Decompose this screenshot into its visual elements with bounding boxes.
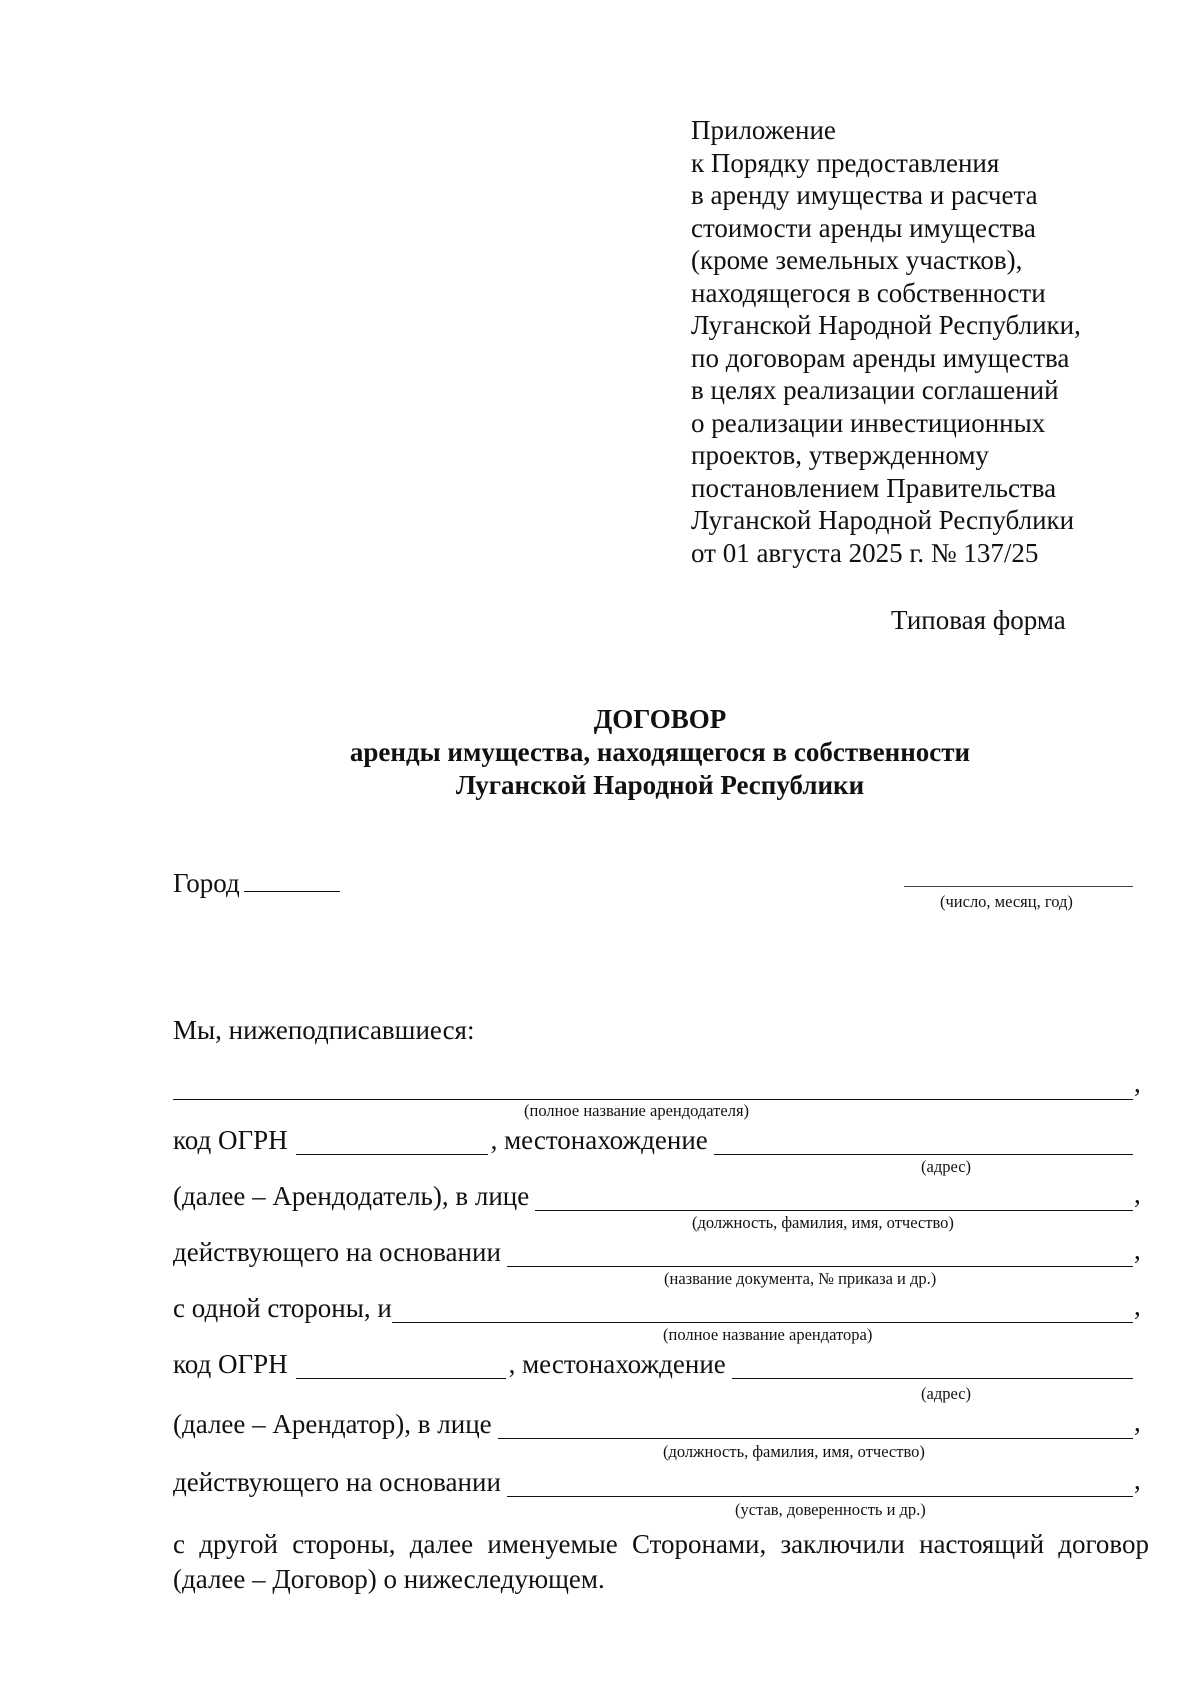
lessor-basis-caption: (название документа, № приказа и др.) [664,1269,937,1288]
appendix-line: стоимости аренды имущества [691,212,1036,243]
lessee-name-row [173,1293,1133,1323]
lessee-ogrn-blank[interactable] [296,1356,506,1379]
lessee-address-blank[interactable] [732,1356,1133,1379]
closing-line-1: с другой стороны, далее именуемые Сторонами, заключили настоящий договор [173,1529,1149,1559]
appendix-line: к Порядку предоставления [691,147,1000,178]
appendix-line: проектов, утвержденному [691,440,989,470]
city-blank[interactable] [244,869,340,892]
row-comma: , [1134,1235,1141,1265]
appendix-line: в аренду имущества и расчета [691,180,1038,210]
appendix-line: Луганской Народной Республики, [691,310,1081,340]
lessor-basis-blank[interactable] [507,1244,1133,1267]
basis-label: действующего на основании [173,1237,501,1267]
lessee-rep-row [173,1409,1133,1439]
lessor-ogrn-blank[interactable] [296,1132,488,1155]
contract-subtitle-line-2: Луганской Народной Республики [455,770,865,800]
lessee-rep-blank[interactable] [498,1416,1133,1439]
location-label: , местонахождение [490,1125,708,1155]
appendix-line: от 01 августа 2025 г. № 137/25 [691,537,1039,568]
appendix-note [691,114,1161,569]
lessor-rep-caption: (должность, фамилия, имя, отчество) [692,1213,954,1232]
location-label: , местонахождение [508,1349,726,1379]
lessee-rep-caption: (должность, фамилия, имя, отчество) [663,1442,925,1461]
basis-label: действующего на основании [173,1467,501,1497]
lessee-name-blank[interactable] [392,1300,1133,1323]
intro-text: Мы, нижеподписавшиеся: [173,1015,475,1045]
row-comma: , [1134,1068,1141,1098]
lessee-name-caption: (полное название арендатора) [663,1325,873,1344]
lessee-basis-blank[interactable] [507,1474,1133,1497]
contract-title: ДОГОВОР [593,704,727,734]
city-field [173,867,340,899]
lessee-basis-caption: (устав, доверенность и др.) [735,1500,926,1519]
appendix-line: постановлением Правительства [691,472,1057,503]
lessor-rep-row [173,1181,1133,1211]
row-comma: , [1134,1291,1141,1321]
date-blank[interactable] [904,886,1133,887]
lessee-rep-label: (далее – Арендатор), в лице [173,1409,492,1439]
lessor-basis-row [173,1237,1133,1267]
lessor-rep-blank[interactable] [535,1188,1133,1211]
lessee-ogrn-row [173,1349,1133,1379]
contract-subtitle-line-1: аренды имущества, находящегося в собственности [349,737,971,767]
closing-line-2: (далее – Договор) о нижеследующем. [173,1564,605,1594]
date-caption: (число, месяц, год) [940,892,1073,911]
lessor-name-caption: (полное название арендодателя) [524,1101,750,1120]
lessor-rep-label: (далее – Арендодатель), в лице [173,1181,530,1211]
lessor-address-caption: (адрес) [921,1157,972,1176]
appendix-line: о реализации инвестиционных [691,407,1046,438]
lessor-name-row [173,1070,1133,1100]
appendix-line: в целях реализации соглашений [691,375,1059,405]
ogrn-label: код ОГРН [173,1125,288,1155]
form-type-label: Типовая форма [891,605,1066,635]
city-label: Город [173,868,240,898]
one-side-label: с одной стороны, и [173,1293,392,1323]
appendix-line: Приложение [691,115,836,145]
row-comma: , [1134,1407,1141,1437]
lessee-address-caption: (адрес) [921,1384,972,1403]
lessee-basis-row [173,1467,1133,1497]
appendix-line: по договорам аренды имущества [691,342,1070,373]
appendix-line: находящегося в собственности [691,277,1046,308]
lessor-address-blank[interactable] [714,1132,1133,1155]
lessor-ogrn-row [173,1125,1133,1155]
row-comma: , [1134,1465,1141,1495]
row-comma: , [1134,1179,1141,1209]
lessor-name-blank[interactable] [173,1077,1133,1100]
appendix-line: (кроме земельных участков), [691,245,1023,275]
appendix-line: Луганской Народной Республики [691,505,1075,535]
ogrn-label: код ОГРН [173,1349,288,1379]
